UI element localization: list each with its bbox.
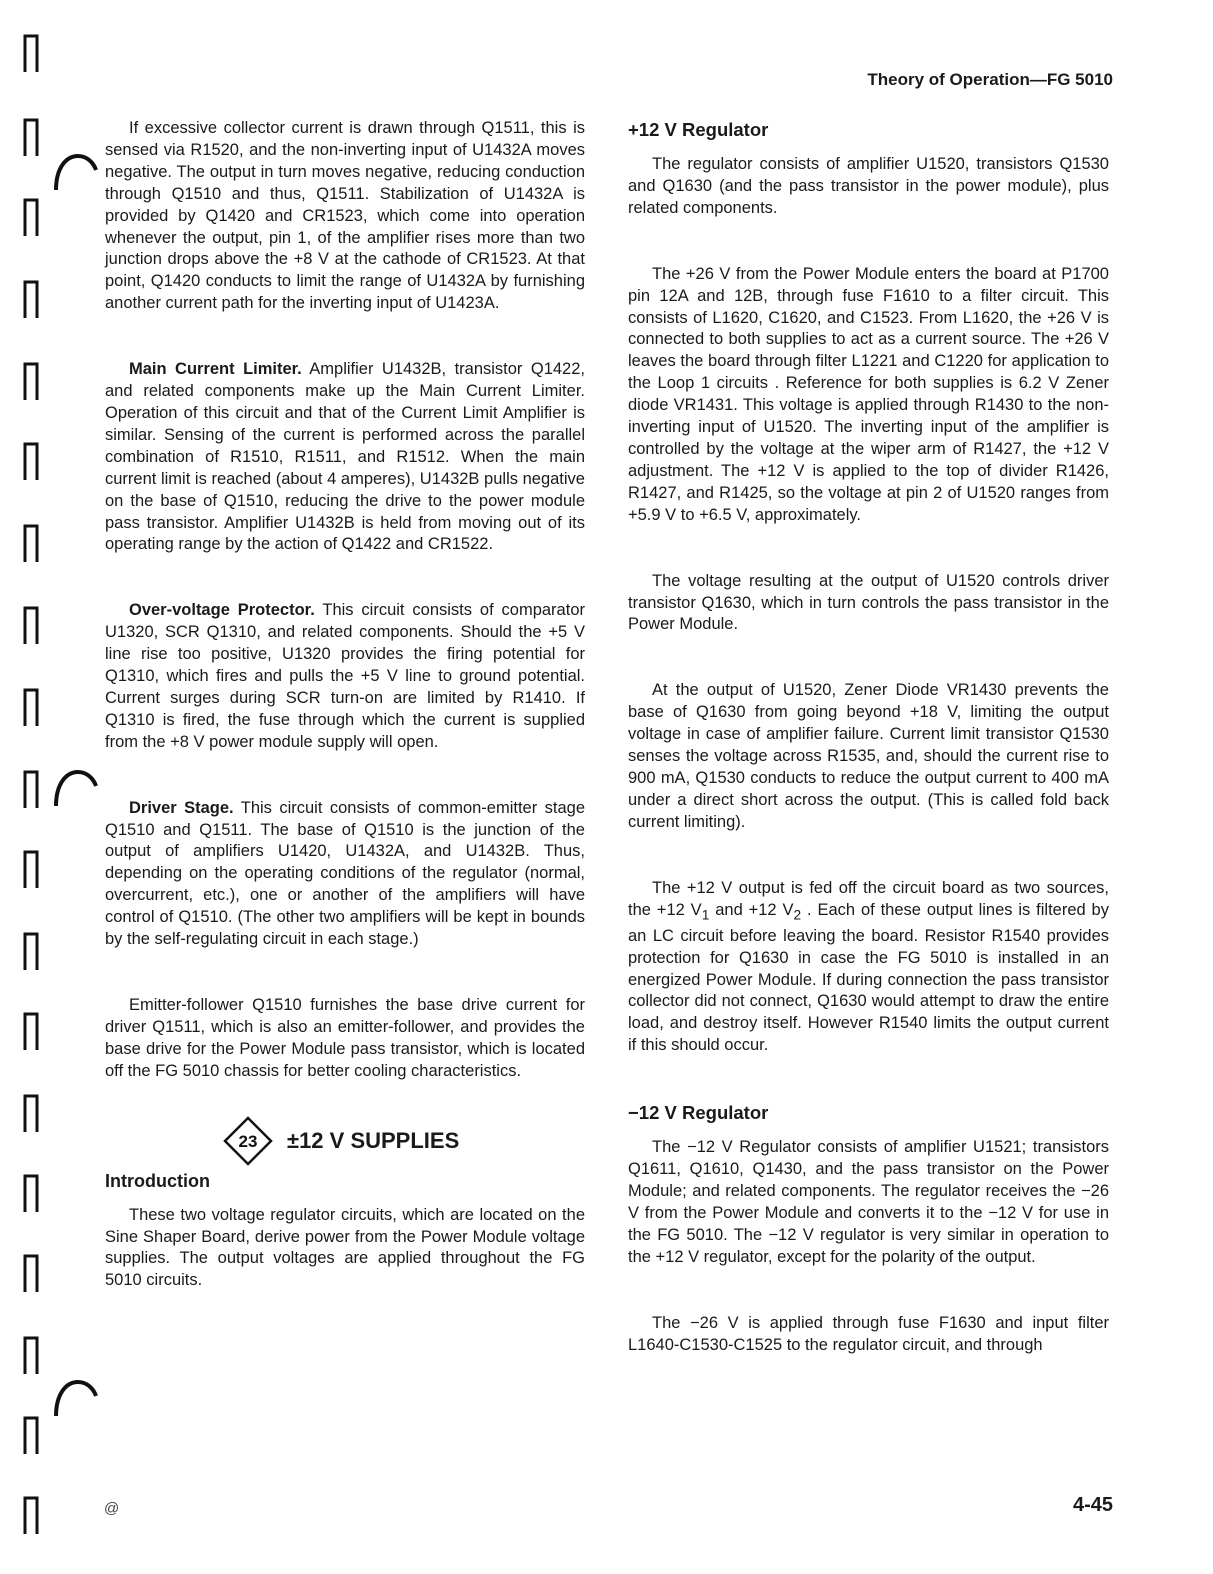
run-in-heading: Over-voltage Protector. (129, 601, 315, 620)
paragraph-minus-26v-input: The −26 V is applied through fuse F1630 and input filter L1640-C1530-C1525 to the regulator circuit, and through (628, 1313, 1109, 1354)
paragraph-overvoltage-protector (105, 600, 585, 753)
binding-mark-icon (22, 686, 40, 728)
section-title: ±12 V SUPPLIES (287, 1127, 460, 1153)
right-column (628, 118, 1109, 1356)
binding-mark-icon (22, 32, 40, 74)
binding-edge-marks (0, 0, 60, 1574)
binding-mark-icon (22, 848, 40, 890)
punch-hole-arc-icon (52, 1376, 98, 1422)
binding-mark-icon (22, 522, 40, 564)
paragraph-regulator-components: The regulator consists of amplifier U1520, transistors Q1530 and Q1630 (and the pass transistor in the power module), plus related components. (628, 155, 1109, 217)
paragraph-minus-12v-components: The −12 V Regulator consists of amplifier U1521; transistors Q1611, Q1610, Q1430, and the pass transistor on the Power Module; and related components. The regulator receives the −26 V from the Power Module and converts it to the −12 V for use in the FG 5010. The −12 V regulator is very similar in operation to the +12 V regulator, except for the polarity of the output. (628, 1138, 1109, 1266)
binding-mark-icon (22, 768, 40, 810)
footer-mark: @ (104, 1500, 120, 1517)
text-run: . Each of these output lines is filtered by an LC circuit before leaving the board. Resistor R1540 provides protection for Q1630 in case the FG 5010 is installed in an energized Power Module. If during connection the pass transistor collector did not connect, Q1630 would attempt to draw the entire load, and destroy itself. However R1540 limits the output current if this should occur. (628, 900, 1109, 1055)
run-in-heading: Driver Stage. (129, 798, 234, 817)
paragraph-current-amp: If excessive collector current is drawn through Q1511, this is sensed via R1520, and the non-inverting input of U1432A moves negative. The output in turn moves negative, reducing conduction through Q1510 and thus, Q1511. Stabilization of U1432A is provided by Q1420 and CR1523, which come into operation whenever the output, pin 1, of the amplifier rises more than two junction drops above the +8 V at the cathode of CR1523. At that point, Q1420 conducts to limit the range of U1432A by furnishing another current path for the inverting input of U1423A. (105, 119, 585, 313)
punch-hole-arc-icon (52, 150, 98, 196)
binding-mark-icon (22, 1334, 40, 1376)
paragraph-plus-26v-input: The +26 V from the Power Module enters the board at P1700 pin 12A and 12B, through fuse F1610 to a filter circuit. This consists of L1620, C1620, and C1523. From L1620, the +26 V is connected to both supplies to act as a current source. The +26 V leaves the board through filter L1221 and C1220 for application to the Loop 1 circuits . Reference for both supplies is 6.2 V Zener diode VR1431. This voltage is applied through R1430 to the non-inverting input of U1520. The inverting input of the amplifier is controlled by the voltage at the wiper arm of R1427, the +12 V adjustment. The +12 V is applied to the top of divider R1426, R1427, and R1425, so the voltage at pin 2 of U1520 ranges from +5.9 V to +6.5 V, approximately. (628, 264, 1109, 524)
binding-mark-icon (22, 1414, 40, 1456)
binding-mark-icon (22, 196, 40, 238)
binding-mark-icon (22, 1252, 40, 1294)
binding-mark-icon (22, 1172, 40, 1214)
diagram-number-diamond-icon (223, 1116, 273, 1166)
paragraph-body: Amplifier U1432B, transistor Q1422, and related components make up the Main Current Limiter. Operation of this circuit and that of the Current Limit Amplifier is similar. Sensing of the current is performed across the parallel combination of R1510, R1511, and R1512. When the main current limit is reached (about 4 amperes), U1432B pulls negative on the base of Q1510, reducing the drive to the power module pass transistor. Amplifier U1432B is held from moving out of its operating range by the action of Q1422 and CR1522. (105, 360, 585, 554)
text-run: The +12 V output is fed off the circuit board as two sources, the +12 V (628, 878, 1109, 919)
binding-mark-icon (22, 1010, 40, 1052)
section-heading (223, 1117, 585, 1165)
binding-mark-icon (22, 1092, 40, 1134)
running-header: Theory of Operation—FG 5010 (867, 70, 1113, 89)
heading-plus-12v-regulator: +12 V Regulator (628, 119, 769, 140)
binding-mark-icon (22, 278, 40, 320)
binding-mark-icon (22, 116, 40, 158)
paragraph-output-sources (628, 878, 1109, 1058)
run-in-heading: Main Current Limiter. (129, 360, 302, 379)
binding-mark-icon (22, 930, 40, 972)
punch-hole-arc-icon (52, 766, 98, 812)
paragraph-introduction: These two voltage regulator circuits, which are located on the Sine Shaper Board, derive power from the Power Module voltage supplies. The output voltages are applied throughout the FG 5010 circuits. (105, 1205, 585, 1290)
binding-mark-icon (22, 604, 40, 646)
paragraph-body: This circuit consists of comparator U1320, SCR Q1310, and related components. Should the +5 V line rise too positive, U1320 provides the firing potential for Q1310, which fires and pulls the +5 V line to ground potential. Current surges during SCR turn-on are limited by R1410. If Q1310 is fired, the fuse through which the current is supplied from the +8 V power module supply will open. (105, 601, 585, 751)
paragraph-body: This circuit consists of common-emitter stage Q1510 and Q1511. The base of Q1510 is the junction of the output of amplifiers U1420, U1432A, and U1432B. Thus, depending on the operating conditions of the regulator (normal, overcurrent, etc.), one or another of the amplifiers will have control of Q1510. (The other two amplifiers will be kept in bounds by the self-regulating circuit in each stage.) (105, 798, 586, 949)
left-column (105, 118, 585, 1292)
paragraph-main-current-limiter (105, 359, 585, 556)
binding-mark-icon (22, 360, 40, 402)
binding-mark-icon (22, 440, 40, 482)
text-run: and +12 V (709, 900, 794, 919)
paragraph-driver-stage (105, 798, 585, 951)
paragraph-emitter-follower: Emitter-follower Q1510 furnishes the base drive current for driver Q1511, which is also an emitter-follower, and provides the base drive for the Power Module pass transistor, which is located off the FG 5010 chassis for better cooling characteristics. (105, 996, 585, 1080)
diagram-number: 23 (238, 1131, 258, 1151)
heading-minus-12v-regulator: −12 V Regulator (628, 1102, 769, 1124)
binding-mark-icon (22, 1494, 40, 1536)
subscript: 1 (701, 906, 710, 922)
page-number: 4-45 (1072, 1494, 1113, 1516)
subscript: 2 (793, 906, 802, 922)
paragraph-zener-limit: At the output of U1520, Zener Diode VR1430 prevents the base of Q1630 from going beyond +18 V, limiting the output voltage in case of amplifier failure. Current limit transistor Q1530 senses the voltage across R1535, and, should the current rise to 900 mA, Q1530 conducts to reduce the output current to 400 mA under a direct short across the output. (This is called fold back current limiting). (628, 681, 1109, 831)
paragraph-output-control: The voltage resulting at the output of U1520 controls driver transistor Q1630, which in turn controls the pass transistor in the Power Module. (628, 571, 1109, 634)
subheading-introduction: Introduction (105, 1170, 210, 1191)
